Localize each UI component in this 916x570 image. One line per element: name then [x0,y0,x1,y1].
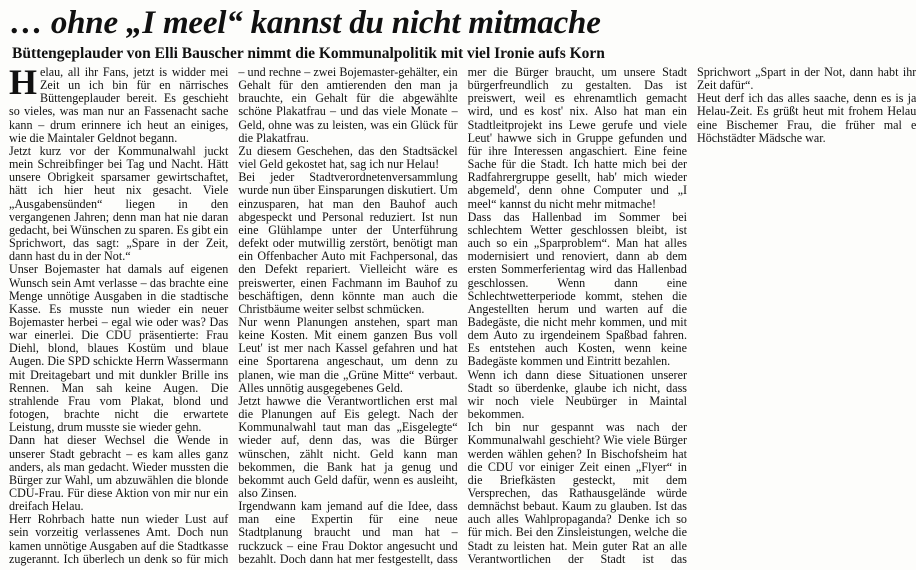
article-paragraph: Herr Rohrbach hatte nun wieder Lust auf sein vorzeitig verlassenes Amt. Doch nun kamen unnötige Ausgaben auf die Stadtkasse zugerannt. Ich überlech un denk so für mich – und rechne – zwei Bojemaster-gehälter, ein Gehalt für den amtierenden den man ja brauchte, ein Gehalt für die abgewählte schöne Plakatfrau – und das viele Monate – Geld, ohne was zu leisten, was ein Glück für die Plakatfrau. [9,65,458,566]
article-paragraph: Ich bin nur gespannt was nach der Kommunalwahl geschieht? Wie viele Bürger werden wählen gehen? In Bischofsheim hat die CDU vor einiger Zeit einen „Flyer“ in die Briefkästen gesteckt, mit dem Versprechen, das Rathausgelände würde demnächst bebaut. Kaum zu glauben. Ist das auch alles Wahlpropaganda? Denke ich so für mich. Bei den Zinsleistungen, welche die Stadt zu leisten hat. Mein guter Rat an alle Verantwortlichen der Stadt ist das Sprichwort „Spart in der Not, dann habt ihr Zeit dafür“. [467,65,916,566]
article-paragraph: Nur wenn Planungen anstehen, spart man keine Kosten. Mit einem ganzen Bus voll Leut' ist mer nach Kassel gefahren und hat eine Sportarena angeschaut, um denn zu planen, wie man die „Grüne Mitte“ verbaut. Alles unnötig ausgegebenes Geld. [238,314,458,395]
article-paragraph: Jetzt hawwe die Verantwortlichen erst mal die Planungen auf Eis gelegt. Nach der Kommunalwahl taut man das „Eisgelegte“ wieder auf, denn das, was die Bürger wünschen, zählt nicht. Geld kann man bekommen, die Bank hat ja genug und bekommt auch Geld dafür, wenn es ausleiht, also Zinsen. [238,393,458,500]
drop-cap: H [9,62,38,102]
article-subheadline: Büttengeplauder von Elli Bauscher nimmt die Kommunalpolitik mit viel Ironie aufs Korn [12,45,605,62]
article-paragraph: Zu diesem Geschehen, das den Stadtsäckel viel Geld gekostet hat, sag ich nur Helau! [238,143,458,172]
article-paragraph: Irgendwann kam jemand auf die Idee, dass man eine Expertin für eine neue Stadtplanung braucht und man hat – ruckzuck – eine Frau Doktor angesucht und bezahlt. Doch dann hat mer festgestellt, dass mer die Bürger braucht, um unsere Stadt bürgerfreundlich zu gestalten. Das ist preiswert, weil es ehrenamtlich gemacht wird, und es kost' nix. Also hat man ein Stadtleitprojekt ins Lewe gerufe und viele Leut' hawwe sich in Gruppe gefunden und für ihre Interessen angaschiert. Eine feine Sache für die Stadt. Ich hatte mich bei der Radfahrergruppe gesellt, hab' mich wieder abgemeld', denn ohne Computer und „I meel“ kannst du nicht mehr mitmache! [238,65,687,566]
article-paragraph: Jetzt kurz vor der Kommunalwahl juckt mein Schreibfinger bei Tag und Nacht. Hätt unsere Obrigkeit sparsamer gewirtschaftet, hätt ich hier heut nix gesacht. Viele „Ausgabensünden“ liegen in den vergangenen Jahren; denn man hat nie daran gedacht, bei Wünschen zu sparen. Es gibt ein Sprichwort, das sagt: „Spare in der Zeit, dann hast du in der Not.“ [9,143,229,264]
article-paragraph: Dann hat dieser Wechsel die Wende in unserer Stadt gebracht – es kam alles ganz anders, als man gedacht. Wieder mussten die Bürger zur Wahl, um abzuwählen die blonde CDU-Frau. Für diese Aktion von mir nur ein dreifach Helau. [9,433,229,514]
article-paragraph: Wenn ich dann diese Situationen unserer Stadt so überdenke, glaube ich nicht, dass wir noch viele Neubürger in Maintal bekommen. [467,367,687,422]
article-headline: … ohne „I meel“ kannst du nicht mitmache [10,5,601,41]
article-paragraph: Helau, all ihr Fans, jetzt is widder mei Zeit un ich bin für en närrisches Büttengeplauder bereit. Es geschieht so vieles, was man nur an Fassenacht sache kann – drum erinnere ich heut an einiges, wie die Maintaler Geldnot begann. [9,62,229,145]
article-paragraph: Dass das Hallenbad im Sommer bei schlechtem Wetter geschlossen bleibt, ist auch so ein „Sparproblem“. Man hat alles modernisiert und renoviert, dann ab dem ersten Sommerferientag wird das Hallenbad geschlossen. Wenn dann eine Schlechtwetterperiode kommt, stehen die Angestellten herum und warten auf die Badegäste, die nicht mehr kommen, und mit dem Auto zu irgendeinem Spaßbad fahren. Es entstehen auch Kosten, wenn keine Badegäste kommen und Eintritt bezahlen. [467,209,687,369]
article-paragraph: Bei jeder Stadtverordnetenversammlung wurde nun über Einsparungen diskutiert. Um einzusparen, hat man den Bauhof auch abgespeckt und Personal reduziert. Ist nun eine Glühlampe unter der Unterführung defekt oder mutwillig zerstört, benötigt man ein Offenbacher Auto mit Fachpersonal, das den Defekt repariert. Vielleicht wäre es preiswerter, einen Fachmann im Bauhof zu beschäftigen, denn könnte man auch die Christbäume weiter selbst schmücken. [238,170,458,316]
article-paragraph: Unser Bojemaster hat damals auf eigenen Wunsch sein Amt verlasse – das brachte eine Menge unnötige Ausgaben in die stadtische Kasse. Es musste nun wieder ein neuer Bojemaster herbei – egal wie oder was? Das war einerlei. Die CDU präsentierte: Frau Diehl, blond, blaues Kostüm und blaue Augen. Die SPD schickte Herrn Wassermann mit Dreitagebart und mit dunkler Brille ins Rennen. Man sah keine Augen. Die strahlende Frau vom Plakat, blond und fotogen, brachte nicht die erwartete Leistung, drum musste sie wieder gehn. [9,262,229,435]
article-paragraph: Heut derf ich das alles saache, denn es is ja Helau-Zeit. Es grüßt heut mit frohem Helau eine Bischemer Frau, die früher mal e Höchstädter Mädsche war. [696,91,916,145]
article-body [9,62,916,568]
